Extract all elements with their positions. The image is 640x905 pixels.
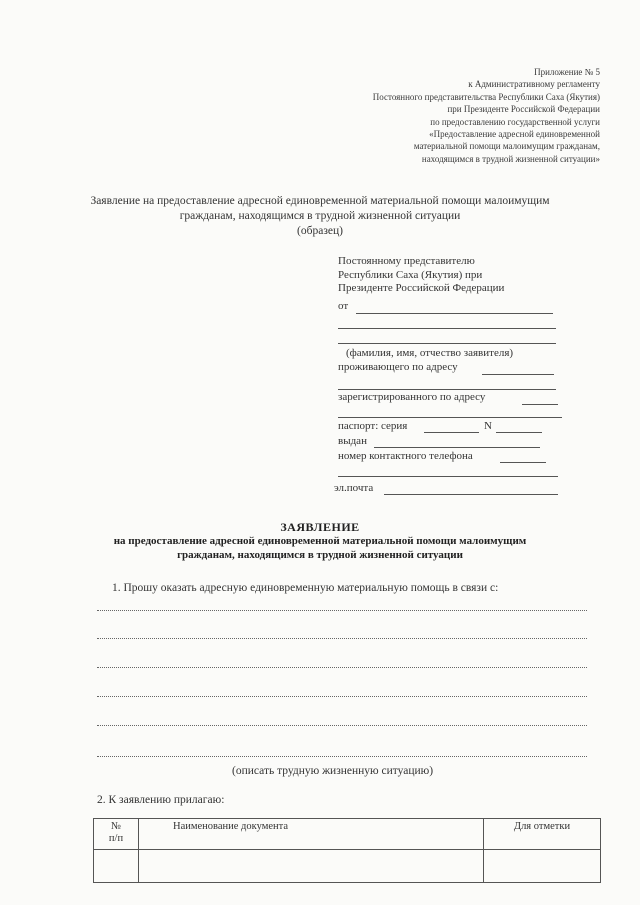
table-cell[interactable]	[94, 850, 139, 883]
residing-address-field[interactable]	[482, 374, 554, 375]
sample-title	[40, 194, 600, 239]
issued-by-field[interactable]	[374, 447, 540, 448]
issued-label: выдан	[338, 435, 367, 447]
residing-address-field-2[interactable]	[338, 389, 556, 390]
residing-label: проживающего по адресу	[338, 361, 458, 373]
appendix-line: к Административному регламенту	[468, 79, 600, 90]
email-label: эл.почта	[334, 482, 374, 494]
situation-line-6[interactable]	[97, 756, 587, 757]
appendix-line: Приложение № 5	[534, 67, 600, 77]
appendix-line: материальной помощи малоимущим гражданам,	[413, 141, 600, 152]
number-abbr: п/п	[108, 833, 124, 844]
statement-subtitle: гражданам, находящимся в трудной жизненной ситуации	[177, 549, 463, 561]
applicant-name-field[interactable]	[356, 313, 553, 314]
situation-line-3[interactable]	[97, 667, 587, 668]
addressee-line: Постоянному представителю	[338, 255, 475, 267]
from-label: от	[338, 300, 349, 312]
passport-series-field[interactable]	[424, 432, 479, 433]
situation-line-4[interactable]	[97, 696, 587, 697]
table-cell[interactable]	[484, 850, 601, 883]
table-row	[94, 850, 601, 883]
applicant-name-field-3[interactable]	[338, 343, 556, 344]
passport-number-field[interactable]	[496, 432, 542, 433]
appendix-line: «Предоставление адресной единовременной	[429, 129, 600, 140]
documents-table	[93, 818, 601, 883]
situation-line-1[interactable]	[97, 610, 587, 611]
addressee-line: Президенте Российской Федерации	[338, 282, 505, 294]
section2-text: 2. К заявлению прилагаю:	[97, 794, 225, 806]
appendix-line: Постоянного представительства Республики Саха (Якутия)	[372, 91, 600, 102]
fio-hint: (фамилия, имя, отчество заявителя)	[346, 347, 514, 359]
situation-hint: (описать трудную жизненную ситуацию)	[232, 765, 434, 777]
appendix-line: по предоставлению государственной услуги	[430, 116, 600, 127]
appendix-header	[373, 66, 600, 165]
appendix-line: находящимся в трудной жизненной ситуации»	[421, 153, 600, 164]
table-cell[interactable]	[139, 850, 484, 883]
addressee-line: Республики Саха (Якутия) при	[338, 268, 483, 281]
registered-label: зарегистрированного по адресу	[338, 391, 486, 403]
table-header-row	[94, 819, 601, 850]
phone-label: номер контактного телефона	[338, 450, 473, 462]
statement-subtitle: на предоставление адресной единовременной материальной помощи малоимущим	[113, 535, 527, 547]
appendix-line: при Президенте Российской Федерации	[447, 104, 600, 115]
table-header-mark: Для отметки	[484, 819, 601, 850]
passport-number-label: N	[484, 420, 492, 432]
table-header-number	[94, 819, 139, 850]
situation-line-5[interactable]	[97, 725, 587, 726]
statement-title-block	[40, 520, 600, 562]
applicant-name-field-2[interactable]	[338, 328, 556, 329]
registered-address-field-2[interactable]	[338, 417, 562, 418]
phone-field-2[interactable]	[338, 476, 558, 477]
email-field[interactable]	[384, 494, 558, 495]
passport-series-label: паспорт: серия	[338, 420, 408, 432]
situation-line-2[interactable]	[97, 638, 587, 639]
registered-address-field[interactable]	[522, 404, 558, 405]
addressee-block	[338, 255, 504, 296]
statement-title: ЗАЯВЛЕНИЕ	[280, 520, 360, 534]
section1-text: 1. Прошу оказать адресную единовременную материальную помощь в связи с:	[112, 582, 499, 594]
sample-title-line: гражданам, находящимся в трудной жизненной ситуации	[179, 210, 461, 222]
sample-title-line: Заявление на предоставление адресной единовременной материальной помощи малоимущим	[90, 195, 550, 207]
sample-title-note: (образец)	[297, 225, 343, 237]
number-sign: №	[110, 821, 122, 832]
table-header-doc-name: Наименование документа	[139, 819, 484, 850]
phone-field[interactable]	[500, 462, 546, 463]
